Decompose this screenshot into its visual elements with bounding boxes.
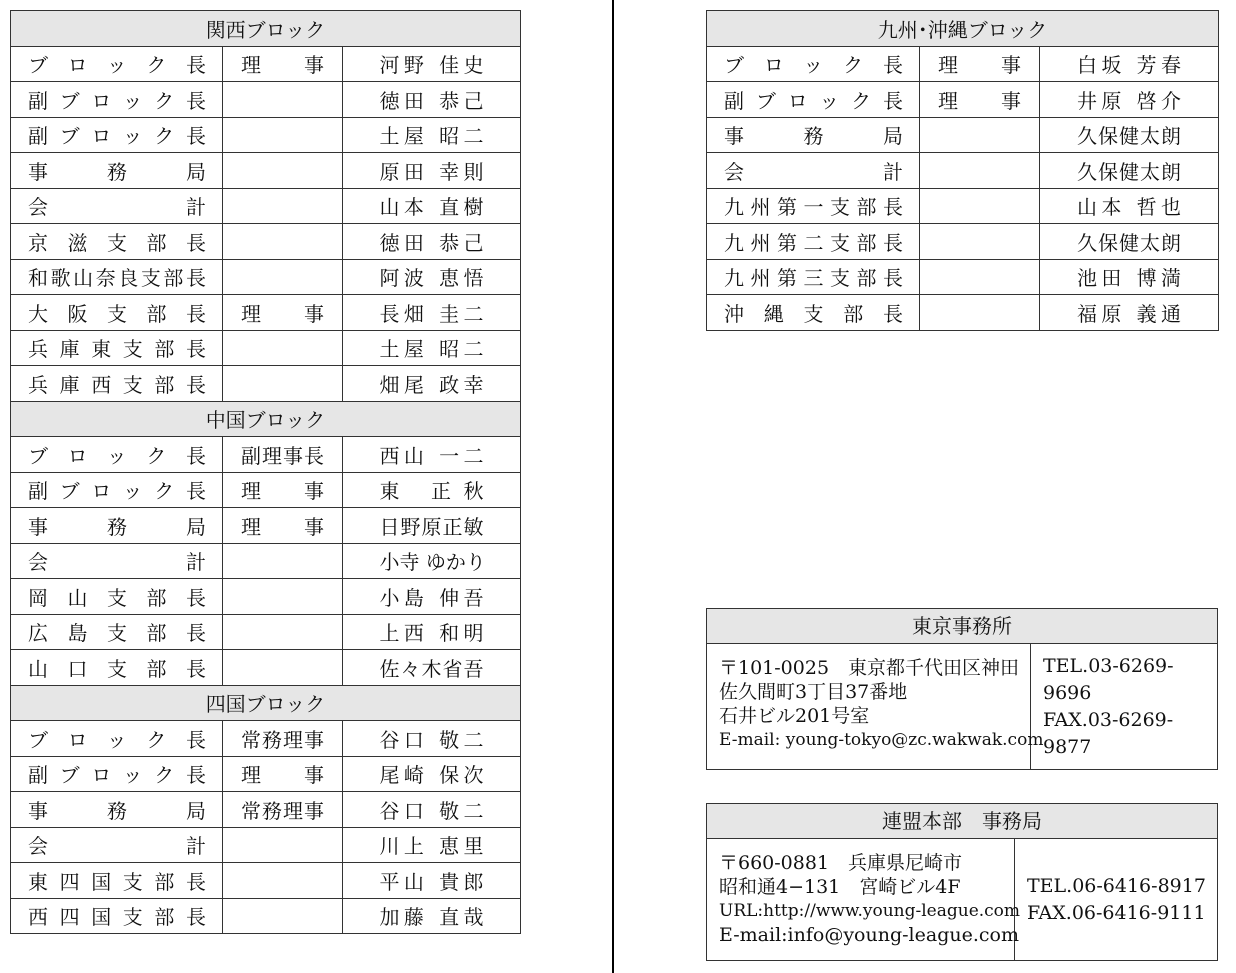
role-cell: 副ブロック長 bbox=[707, 82, 920, 118]
role-cell: ブロック長 bbox=[707, 46, 920, 82]
name-cell bbox=[343, 650, 521, 686]
table-row bbox=[11, 579, 521, 615]
table-row bbox=[707, 117, 1219, 153]
tokyo-office-phone bbox=[1031, 644, 1217, 769]
name-cell bbox=[343, 46, 521, 82]
person-name: 原田 幸則 bbox=[379, 159, 484, 184]
position-cell bbox=[223, 543, 343, 579]
role-cell: 沖縄支部長 bbox=[707, 295, 920, 331]
position-cell: 理事 bbox=[920, 46, 1040, 82]
person-name: 井原 啓介 bbox=[1077, 88, 1182, 113]
person-name: 谷口 敬二 bbox=[379, 798, 484, 823]
person-name: 小島 伸吾 bbox=[379, 585, 484, 610]
person-name: 土屋 昭二 bbox=[379, 337, 484, 362]
person-name: 土屋 昭二 bbox=[379, 124, 484, 149]
role-cell: 西四国支部長 bbox=[11, 898, 223, 934]
position-cell bbox=[223, 117, 343, 153]
person-name: 尾崎 保次 bbox=[379, 763, 484, 788]
tokyo-fax: FAX.03-6269-9877 bbox=[1043, 708, 1174, 758]
position-cell bbox=[920, 224, 1040, 260]
position-cell bbox=[223, 366, 343, 402]
person-name: 徳田 恭己 bbox=[379, 230, 484, 255]
role-cell: 副ブロック長 bbox=[11, 756, 223, 792]
position-cell bbox=[223, 82, 343, 118]
role-cell: ブロック長 bbox=[11, 437, 223, 473]
tokyo-office-title: 東京事務所 bbox=[707, 609, 1217, 644]
table-row bbox=[11, 330, 521, 366]
table-row bbox=[11, 472, 521, 508]
position-cell: 理事 bbox=[223, 295, 343, 331]
role-cell: 九州第三支部長 bbox=[707, 259, 920, 295]
table-row bbox=[11, 543, 521, 579]
role-cell: 会計 bbox=[11, 543, 223, 579]
block-title: 九州･沖縄ブロック bbox=[707, 11, 1219, 47]
position-cell: 常務理事 bbox=[223, 721, 343, 757]
role-cell: 京滋支部長 bbox=[11, 224, 223, 260]
block-header-row bbox=[11, 11, 521, 47]
role-cell: 事務局 bbox=[11, 153, 223, 189]
table-row bbox=[11, 756, 521, 792]
table-row bbox=[11, 224, 521, 260]
name-cell bbox=[343, 224, 521, 260]
tokyo-address-line2: 石井ビル201号室 bbox=[719, 705, 870, 727]
table-row bbox=[11, 792, 521, 828]
role-cell: 兵庫東支部長 bbox=[11, 330, 223, 366]
name-cell bbox=[343, 330, 521, 366]
table-row bbox=[707, 259, 1219, 295]
table-row bbox=[11, 721, 521, 757]
block-header-row bbox=[11, 685, 521, 721]
role-cell: 九州第一支部長 bbox=[707, 188, 920, 224]
table-row bbox=[11, 898, 521, 934]
name-cell bbox=[343, 295, 521, 331]
person-name: 平山 貴郎 bbox=[379, 869, 484, 894]
position-cell: 常務理事 bbox=[223, 792, 343, 828]
table-row bbox=[11, 46, 521, 82]
person-name: 阿波 恵悟 bbox=[379, 266, 484, 291]
name-cell bbox=[1040, 117, 1219, 153]
person-name: 山本 哲也 bbox=[1077, 195, 1182, 220]
position-cell bbox=[223, 153, 343, 189]
position-cell bbox=[223, 863, 343, 899]
position-cell bbox=[223, 188, 343, 224]
position-cell bbox=[223, 614, 343, 650]
right-roster-table bbox=[706, 10, 1219, 331]
role-cell: 副ブロック長 bbox=[11, 82, 223, 118]
name-cell bbox=[343, 259, 521, 295]
position-cell bbox=[223, 579, 343, 615]
name-cell bbox=[1040, 188, 1219, 224]
table-row bbox=[11, 650, 521, 686]
table-row bbox=[11, 614, 521, 650]
position-cell bbox=[223, 224, 343, 260]
name-cell bbox=[1040, 153, 1219, 189]
role-cell: 会計 bbox=[707, 153, 920, 189]
table-row bbox=[11, 188, 521, 224]
person-name: 久保健太朗 bbox=[1077, 230, 1182, 255]
role-cell: 兵庫西支部長 bbox=[11, 366, 223, 402]
name-cell bbox=[1040, 259, 1219, 295]
position-cell bbox=[920, 117, 1040, 153]
role-cell: 広島支部長 bbox=[11, 614, 223, 650]
headquarters-email[interactable]: E-mail:info@young-league.com bbox=[719, 924, 1019, 946]
name-cell bbox=[343, 82, 521, 118]
position-cell: 理事 bbox=[223, 46, 343, 82]
block-title: 関西ブロック bbox=[11, 11, 521, 47]
headquarters-url[interactable]: URL:http://www.young-league.com bbox=[719, 901, 1021, 921]
tokyo-tel: TEL.03-6269-9696 bbox=[1043, 654, 1174, 704]
role-cell: 事務局 bbox=[11, 508, 223, 544]
person-name: 福原 義通 bbox=[1077, 301, 1182, 326]
person-name: 小寺 ゆかり bbox=[379, 550, 486, 575]
person-name: 上西 和明 bbox=[379, 621, 484, 646]
person-name: 西山 一二 bbox=[379, 443, 484, 468]
person-name: 久保健太朗 bbox=[1077, 124, 1182, 149]
table-row bbox=[707, 153, 1219, 189]
name-cell bbox=[343, 898, 521, 934]
block-header-row bbox=[707, 11, 1219, 47]
table-row bbox=[707, 46, 1219, 82]
tokyo-postal: 〒101-0025 東京都千代田区神田 bbox=[719, 657, 1020, 679]
name-cell bbox=[343, 117, 521, 153]
name-cell bbox=[343, 153, 521, 189]
name-cell bbox=[343, 437, 521, 473]
position-cell: 理事 bbox=[223, 508, 343, 544]
person-name: 谷口 敬二 bbox=[379, 727, 484, 752]
block-title: 四国ブロック bbox=[11, 685, 521, 721]
person-name: 川上 恵里 bbox=[379, 834, 484, 859]
block-title: 中国ブロック bbox=[11, 401, 521, 437]
name-cell bbox=[343, 863, 521, 899]
headquarters-address bbox=[707, 839, 1021, 960]
position-cell: 理事 bbox=[223, 756, 343, 792]
position-cell bbox=[223, 898, 343, 934]
tokyo-address-line1: 佐久間町3丁目37番地 bbox=[719, 681, 908, 703]
headquarters-office-box bbox=[706, 803, 1218, 961]
name-cell bbox=[343, 579, 521, 615]
role-cell: 岡山支部長 bbox=[11, 579, 223, 615]
name-cell bbox=[343, 721, 521, 757]
block-header-row bbox=[11, 401, 521, 437]
role-cell: 事務局 bbox=[707, 117, 920, 153]
role-cell: 会計 bbox=[11, 188, 223, 224]
position-cell: 副理事長 bbox=[223, 437, 343, 473]
name-cell bbox=[343, 366, 521, 402]
position-cell bbox=[223, 259, 343, 295]
tokyo-office-box bbox=[706, 608, 1218, 770]
position-cell bbox=[223, 827, 343, 863]
role-cell: 副ブロック長 bbox=[11, 117, 223, 153]
role-cell: 九州第二支部長 bbox=[707, 224, 920, 260]
name-cell bbox=[1040, 82, 1219, 118]
headquarters-phone bbox=[1015, 839, 1206, 960]
person-name: 畑尾 政幸 bbox=[379, 372, 484, 397]
name-cell bbox=[343, 543, 521, 579]
name-cell bbox=[343, 508, 521, 544]
table-row bbox=[11, 827, 521, 863]
table-row bbox=[11, 82, 521, 118]
position-cell bbox=[920, 153, 1040, 189]
person-name: 河野 佳史 bbox=[379, 53, 484, 78]
position-cell bbox=[920, 295, 1040, 331]
role-cell: 和歌山奈良支部長 bbox=[11, 259, 223, 295]
name-cell bbox=[343, 188, 521, 224]
table-row bbox=[11, 366, 521, 402]
table-row bbox=[11, 508, 521, 544]
table-row bbox=[707, 224, 1219, 260]
name-cell bbox=[1040, 224, 1219, 260]
role-cell: 山口支部長 bbox=[11, 650, 223, 686]
role-cell: ブロック長 bbox=[11, 721, 223, 757]
name-cell bbox=[343, 472, 521, 508]
person-name: 池田 博満 bbox=[1077, 266, 1182, 291]
name-cell bbox=[1040, 295, 1219, 331]
headquarters-office-title: 連盟本部 事務局 bbox=[707, 804, 1217, 839]
person-name: 白坂 芳春 bbox=[1077, 53, 1182, 78]
person-name: 東 正秋 bbox=[379, 479, 484, 504]
position-cell bbox=[223, 650, 343, 686]
tokyo-email[interactable]: E-mail: young-tokyo@zc.wakwak.com bbox=[719, 730, 1044, 750]
role-cell: 副ブロック長 bbox=[11, 472, 223, 508]
position-cell bbox=[223, 330, 343, 366]
person-name: 山本 直樹 bbox=[379, 195, 484, 220]
position-cell: 理事 bbox=[223, 472, 343, 508]
position-cell: 理事 bbox=[920, 82, 1040, 118]
table-row bbox=[11, 437, 521, 473]
headquarters-fax: FAX.06-6416-9111 bbox=[1027, 901, 1206, 924]
table-row bbox=[707, 82, 1219, 118]
table-row bbox=[11, 295, 521, 331]
table-row bbox=[707, 188, 1219, 224]
page-divider bbox=[612, 0, 614, 973]
position-cell bbox=[920, 259, 1040, 295]
name-cell bbox=[1040, 46, 1219, 82]
person-name: 加藤 直哉 bbox=[379, 905, 484, 930]
table-row bbox=[11, 117, 521, 153]
name-cell bbox=[343, 614, 521, 650]
person-name: 久保健太朗 bbox=[1077, 159, 1182, 184]
name-cell bbox=[343, 827, 521, 863]
headquarters-postal: 〒660-0881 兵庫県尼崎市 bbox=[719, 852, 963, 874]
headquarters-tel: TEL.06-6416-8917 bbox=[1027, 874, 1206, 897]
table-row bbox=[11, 153, 521, 189]
person-name: 徳田 恭己 bbox=[379, 88, 484, 113]
table-row bbox=[707, 295, 1219, 331]
role-cell: 事務局 bbox=[11, 792, 223, 828]
role-cell: 会計 bbox=[11, 827, 223, 863]
position-cell bbox=[920, 188, 1040, 224]
table-row bbox=[11, 863, 521, 899]
name-cell bbox=[343, 756, 521, 792]
role-cell: ブロック長 bbox=[11, 46, 223, 82]
headquarters-address-line1: 昭和通4−131 宮崎ビル4F bbox=[719, 876, 961, 898]
name-cell bbox=[343, 792, 521, 828]
role-cell: 大阪支部長 bbox=[11, 295, 223, 331]
role-cell: 東四国支部長 bbox=[11, 863, 223, 899]
tokyo-office-address bbox=[707, 644, 1044, 769]
table-row bbox=[11, 259, 521, 295]
person-name: 長畑 圭二 bbox=[379, 301, 484, 326]
person-name: 日野原正敏 bbox=[379, 514, 484, 539]
person-name: 佐々木省吾 bbox=[379, 656, 484, 681]
left-roster-table bbox=[10, 10, 521, 934]
